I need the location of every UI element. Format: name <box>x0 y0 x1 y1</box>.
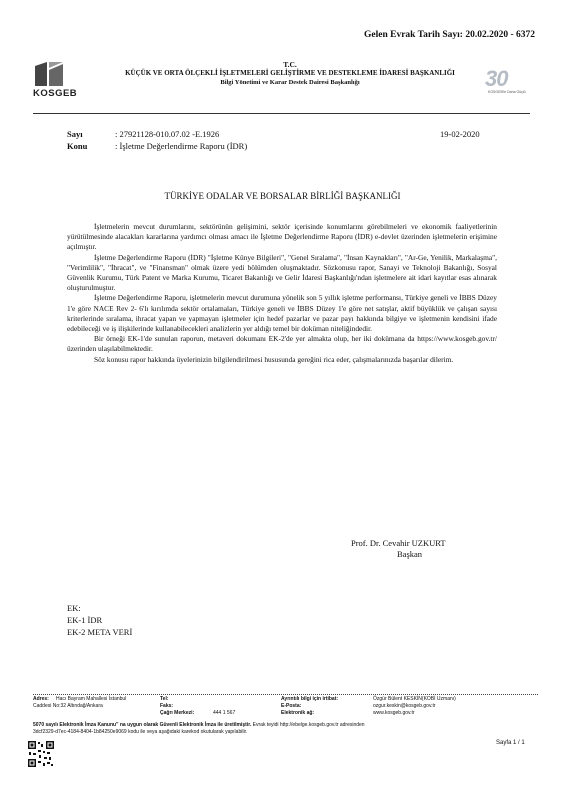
signatory-title: Başkan <box>397 549 423 559</box>
attachment-item: EK-2 META VERİ <box>67 627 133 637</box>
document-code: 3dcf2329-d7ec-4184-8404-1b84250e9069 <box>33 729 127 735</box>
body-paragraph: Söz konusu rapor hakkında üyelerinizin bilgilendirilmesi hususunda gereğini rica eder, çalışmalarınızda başarılar dilerim. <box>94 354 454 364</box>
web-label: Elektronik ağ: <box>281 710 315 716</box>
recipient: TÜRKİYE ODALAR VE BORSALAR BİRLİĞİ BAŞKANLIĞI <box>164 191 401 201</box>
body-paragraph: İşletmelerin mevcut durumlarını, sektörünün gelişimini, sektör içerisinde konumlarını görebilmeleri ve ekonomik faaliyetlerinin yürütülmesinde alacakları kararlarına yardımcı olması amacı ile İşletme Değerlendirme Raporu (İDR) e-devlet üzerinden işletmelerin erişimine açılmıştır. <box>67 222 497 252</box>
page-number: Sayfa 1 / 1 <box>496 740 525 746</box>
anniversary-logo-caption: KOSGEB'le Daha Güçlü <box>488 90 526 94</box>
incoming-document-text: Gelen Evrak Tarih Sayı: 20.02.2020 - 6372 <box>363 30 535 40</box>
logo-text: KOSGEB <box>33 88 78 99</box>
sayi-label: Sayı <box>67 129 83 139</box>
address-line: Caddesi No:32 Altındağ/Ankara <box>33 703 103 709</box>
letterhead <box>90 60 490 87</box>
legal-notice: Evrak teyidi http://ebelge.kosgeb.gov.tr adresinden <box>252 722 365 728</box>
legal-notice: kodu ile veya aşağıdaki karekod okutularak yapılabilir. <box>128 729 248 735</box>
attachment-item: EK-1 İDR <box>67 615 103 625</box>
qr-code-icon <box>27 740 55 768</box>
call-center-label: Çağrı Merkezi: <box>160 710 195 716</box>
body-paragraph: İşletme Değerlendirme Raporu (İDR) "İşletme Künye Bilgileri", "Genel Sıralama", "İnsan Kaynakları", "Ar-Ge, Yenilik, Markalaşma", "Verimlilik", "İhracat", ve "Finansman" olmak üzere yedi bölümden oluşmaktadır. Sözkonusu rapor, Sanayi ve Teknoloji Bakanlığı, Sosyal Güvenlik Kurumu, Türk Patent ve Marka Kurumu, Ticaret Bakanlığı ve Gelir İdaresi Başkanlığı'ndan işletmelere ait idari kayıtlar esas alınarak oluşturulmuştur. <box>67 252 497 293</box>
konu-value: : İşletme Değerlendirme Raporu (İDR) <box>115 141 248 151</box>
call-center-number: 444 1 567 <box>213 710 236 716</box>
attachments-label: EK: <box>67 603 81 613</box>
organization-name: KÜÇÜK VE ORTA ÖLÇEKLİ İŞLETMELERİ GELİŞTİRME VE DESTEKLEME İDARESİ BAŞKANLIĞI <box>125 69 455 77</box>
header-divider <box>33 113 530 114</box>
document-date: 19-02-2020 <box>440 129 480 139</box>
sayi-value: : 27921128-010.07.02 -E.1926 <box>115 129 220 139</box>
tc-heading: T.C. <box>283 60 297 69</box>
faks-label: Faks: <box>160 703 174 709</box>
signature-block <box>351 538 446 560</box>
footer-divider <box>33 694 538 695</box>
body-paragraph: Bir örneği EK-1'de sunulan raporun, metaveri dokumanı EK-2'de yer almakta olup, her iki dokümana da https://www.kosgeb.gov.tr/ üzerinden ulaşılabilmektedir. <box>67 334 497 354</box>
tel-label: Tel: <box>160 696 169 702</box>
letter-body <box>67 222 497 365</box>
body-paragraph: İşletme Değerlendirme Raporu, işletmelerin mevcut durumuna yönelik son 5 yıllık işletme performansı, Türkiye geneli ve İBBS Düzey 1'e göre NACE Rev 2- 6'lı kırılımda sektör ortalamaları, Türkiye geneli ve İBBS Düzey 1'e göre net satışlar, aktif büyüklük ve çalışan sayısı kriterlerinde sıralama, ihracat yapan ve yapmayan işletmeler için hedef pazarlar ve pazar payı hakkında bilgiye ve işletmenin kendisini ifade edebileceği ve iş ilişkilerinde kullanabilecekleri analizlerin yer aldığı temel bir doküman niteliğindedir. <box>67 293 497 334</box>
contact-person: Özgür Bülent KESKİN(KOBİ Uzmanı) <box>373 696 456 702</box>
anniversary-logo-number: 30 <box>485 66 508 91</box>
email-label: E-Posta: <box>281 703 302 709</box>
incoming-document-stamp <box>0 30 565 40</box>
contact-label: Ayrıntılı bilgi için irtibat: <box>281 696 339 702</box>
department-name: Bilgi Yönetimi ve Karar Destek Dairesi Başkanlığı <box>220 79 360 86</box>
legal-notice-bold: 5070 sayılı Elektronik İmza Kanunu" na uygun olarak Güvenli Elektronik İmza ile üretilmiştir. <box>33 722 252 728</box>
address-line: Hacı Bayram Mahallesi İstanbul <box>56 696 127 702</box>
email-value[interactable]: ozgur.keskin@kosgeb.gov.tr <box>373 703 436 709</box>
attachments <box>67 602 132 638</box>
konu-label: Konu <box>67 141 88 151</box>
footer-legal <box>33 722 538 736</box>
web-value[interactable]: www.kosgeb.gov.tr <box>373 710 415 716</box>
address-label: Adres: <box>33 696 49 702</box>
signatory-name: Prof. Dr. Cevahir UZKURT <box>351 538 446 548</box>
